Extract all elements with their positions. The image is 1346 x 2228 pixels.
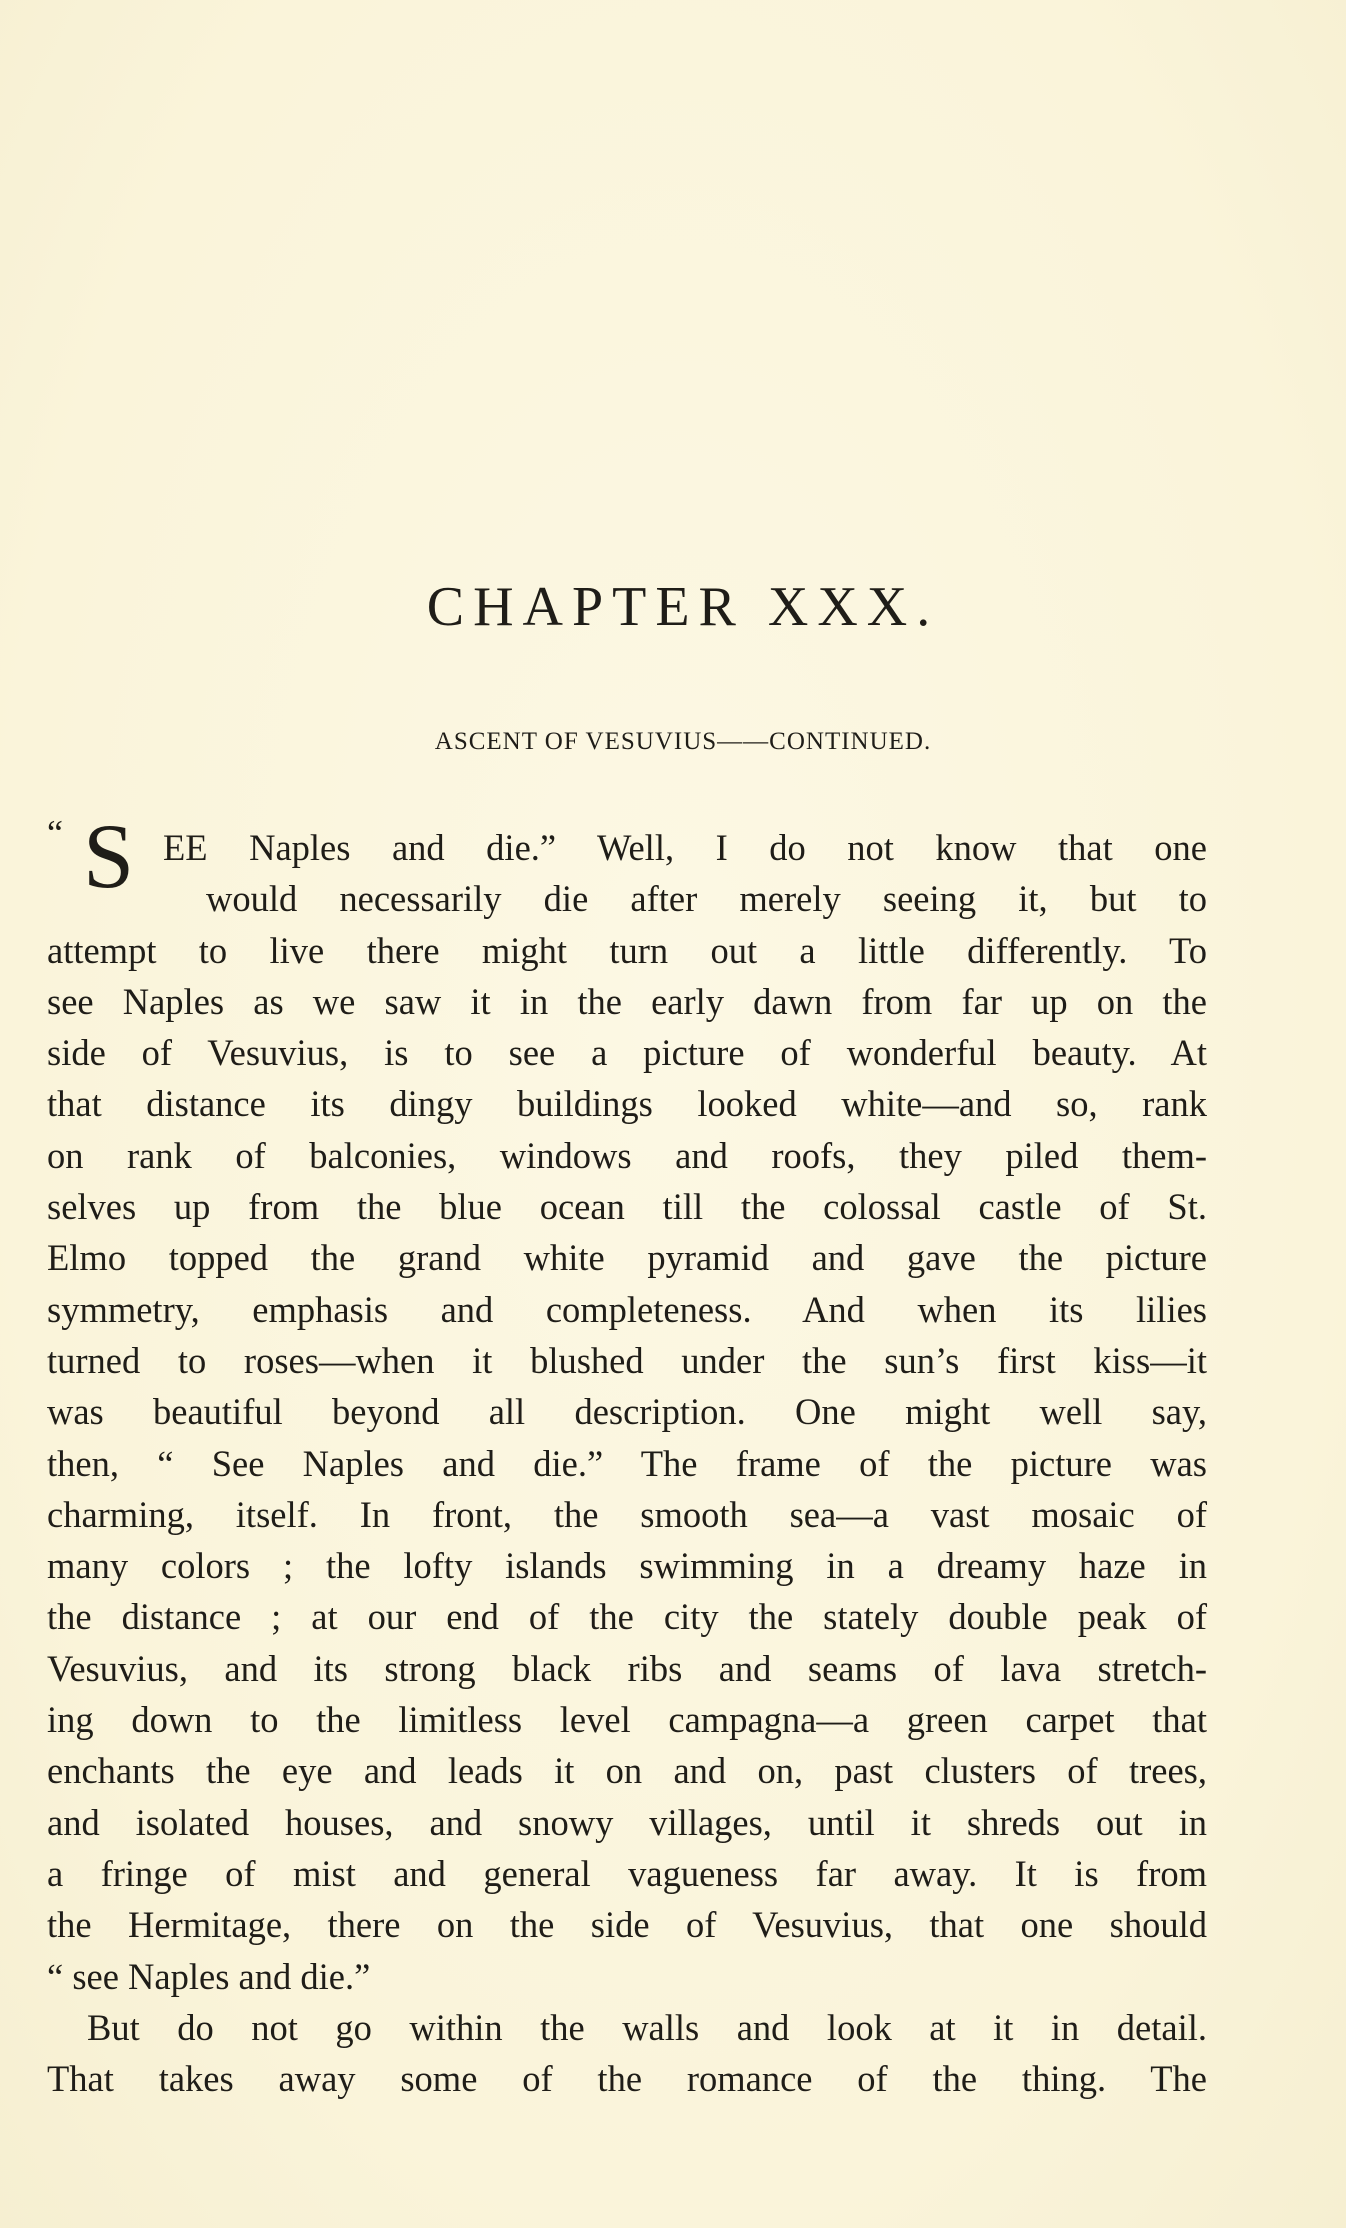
body-text: [47, 805, 1207, 2104]
drop-cap: S: [83, 805, 135, 907]
text-line: Elmo topped the grand white pyramid and gave the picture: [47, 1237, 1207, 1279]
chapter-subtitle: ASCENT OF VESUVIUS——CONTINUED.: [434, 728, 932, 755]
text-line: side of Vesuvius, is to see a picture of wonderful beauty. At: [47, 1032, 1207, 1074]
text-line: and isolated houses, and snowy villages, until it shreds out in: [47, 1801, 1207, 1843]
text-line: “ see Naples and die.”: [47, 1955, 371, 1997]
text-line: Vesuvius, and its strong black ribs and seams of lava stretch-: [47, 1647, 1207, 1689]
text-line: see Naples as we saw it in the early dawn from far up on the: [47, 980, 1207, 1022]
text-line: would necessarily die after merely seeing it, but to: [206, 878, 1207, 920]
text-line: symmetry, emphasis and completeness. And when its lilies: [47, 1288, 1207, 1330]
text-line: on rank of balconies, windows and roofs, they piled them-: [47, 1134, 1207, 1176]
text-line: But do not go within the walls and look at it in detail.: [87, 2006, 1207, 2048]
text-line: That takes away some of the romance of the thing. The: [47, 2058, 1207, 2100]
text-line: many colors ; the lofty islands swimming in a dreamy haze in: [47, 1545, 1207, 1587]
text-line: turned to roses—when it blushed under the sun’s first kiss—it: [47, 1339, 1207, 1381]
text-line: charming, itself. In front, the smooth sea—a vast mosaic of: [47, 1493, 1207, 1535]
opening-quote: “: [47, 813, 63, 853]
text-line: enchants the eye and leads it on and on, past clusters of trees,: [47, 1750, 1207, 1792]
text-line: selves up from the blue ocean till the colossal castle of St.: [47, 1186, 1207, 1228]
text-line: the Hermitage, there on the side of Vesuvius, that one should: [47, 1904, 1207, 1946]
chapter-title: CHAPTER XXX.: [426, 576, 940, 638]
text-line: ing down to the limitless level campagna—a green carpet that: [47, 1699, 1207, 1741]
text-line: a fringe of mist and general vagueness far away. It is from: [47, 1852, 1207, 1894]
text-line: the distance ; at our end of the city the stately double peak of: [47, 1596, 1207, 1638]
text-line: then, “ See Naples and die.” The frame of the picture was: [47, 1442, 1207, 1484]
text-line: was beautiful beyond all description. One might well say,: [47, 1391, 1207, 1433]
text-line: EE Naples and die.” Well, I do not know that one: [163, 827, 1207, 868]
text-line: that distance its dingy buildings looked white—and so, rank: [47, 1083, 1207, 1125]
text-line: attempt to live there might turn out a little differently. To: [47, 929, 1207, 971]
